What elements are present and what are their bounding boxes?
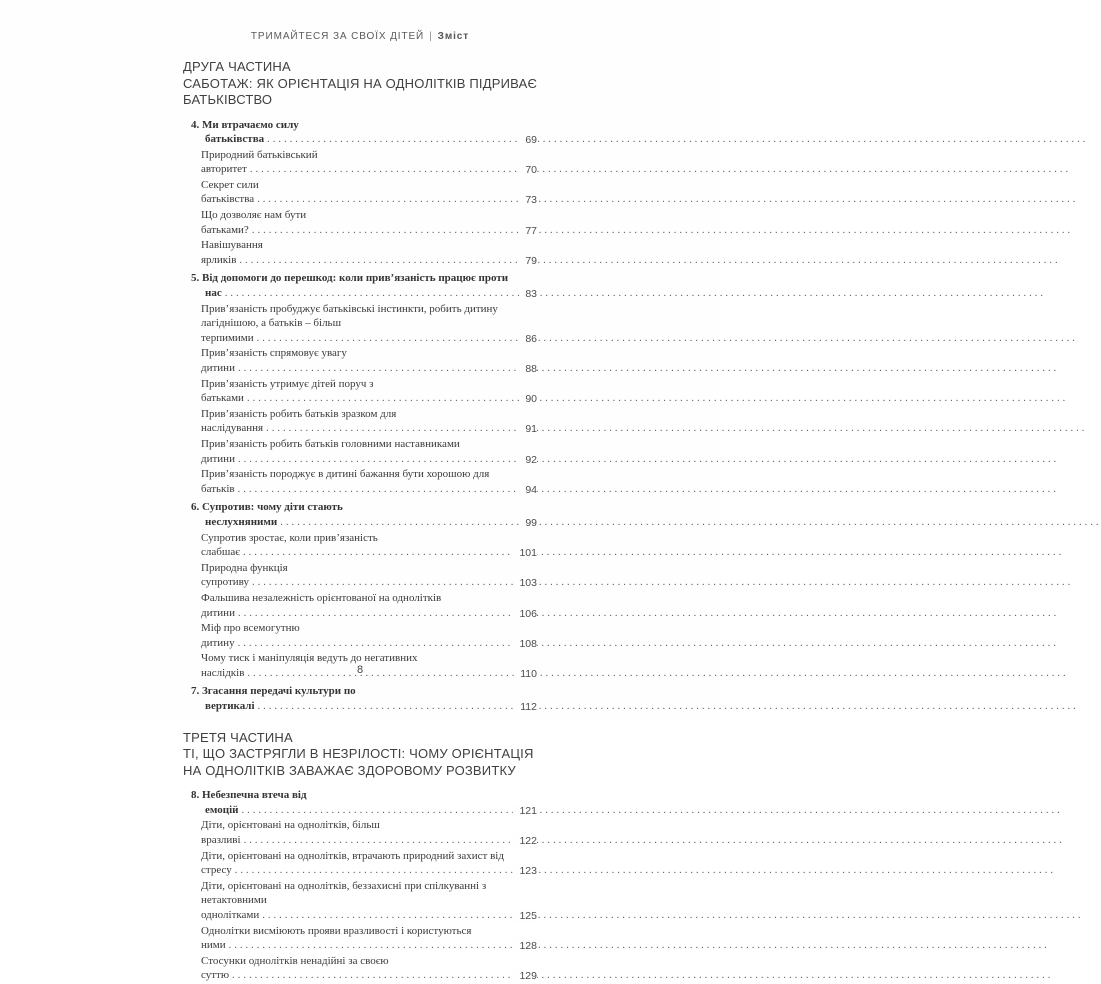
entry-title: Природна функція супротиву: [201, 561, 288, 589]
part-heading: [183, 730, 551, 780]
part-title: ТІ, ЩО ЗАСТРЯГЛИ В НЕЗРІЛОСТІ: ЧОМУ ОРІЄНТАЦІЯ НА ОДНОЛІТКІВ ЗАВАЖАЄ ЗДОРОВОМУ РОЗВИТКУ: [183, 746, 534, 778]
dot-leader: [236, 254, 1060, 266]
dot-leader: [254, 332, 1078, 344]
entry-page-number: 106: [513, 607, 537, 622]
entry-title: Діти, орієнтовані на однолітків, беззахисні при спілкуванні з нетактовними однолітками: [201, 879, 487, 921]
entry-text: [201, 622, 1059, 649]
dot-leader: [264, 133, 1088, 145]
toc-chapter-entry: [191, 118, 537, 148]
entry-text: [191, 685, 1079, 712]
entry-text: [201, 955, 1053, 982]
chapter-number: 7.: [191, 685, 202, 698]
header-section-label: Зміст: [437, 31, 470, 42]
entry-page-number: 122: [513, 834, 537, 849]
entry-text: [201, 378, 1068, 405]
dot-leader: [238, 804, 1062, 816]
entry-title: Діти, орієнтовані на однолітків, втрачають природний захист від стресу: [201, 849, 504, 877]
entry-text: [201, 592, 1059, 619]
toc-section-entry: [201, 437, 537, 467]
toc-chapter-entry: [191, 271, 537, 301]
entry-page-number: 99: [519, 516, 537, 531]
entry-page-number: 125: [513, 909, 537, 924]
chapter-number: 8.: [191, 789, 202, 802]
book-title: ТРИМАЙТЕСЯ ЗА СВОЇХ ДІТЕЙ: [250, 31, 425, 42]
toc-section-entry: [201, 561, 537, 591]
entry-text: [201, 880, 1084, 921]
toc-section-entry: [201, 591, 537, 621]
entry-title: Що дозволяє нам бути батьками?: [201, 209, 307, 236]
entry-page-number: 112: [514, 700, 537, 715]
entry-title: Міф про всемогутню дитину: [201, 622, 300, 649]
entry-title: Прив’язаність робить батьків головними наставниками дитини: [201, 437, 460, 465]
entry-text: [201, 179, 1078, 206]
entry-text: [191, 789, 1063, 816]
entry-title: Прив’язаність пробуджує батьківські інстинкти, робить дитину лагіднішою, а батьків – більш терпимими: [201, 302, 498, 344]
dot-leader: [235, 362, 1059, 374]
entry-text: [201, 850, 1056, 877]
toc-part: [183, 730, 537, 984]
dot-leader: [255, 700, 1079, 712]
toc-section-entry: [201, 346, 537, 376]
entry-title: Від допомоги до перешкод: коли прив’язаність працює проти нас: [202, 272, 509, 300]
toc-section-entry: [201, 178, 537, 208]
dot-leader: [240, 546, 1064, 558]
entry-page-number: 123: [513, 864, 537, 879]
dot-leader: [226, 939, 1050, 951]
page-footer: [0, 664, 720, 676]
dot-leader: [263, 422, 1087, 434]
dot-leader: [235, 483, 1059, 495]
entry-page-number: 110: [514, 667, 537, 682]
entry-title: Чому тиск і маніпуляція ведуть до негативних наслідків: [201, 652, 418, 679]
chapter-number: 6.: [191, 501, 202, 514]
entry-page-number: 73: [519, 193, 537, 208]
part-label: ТРЕТЯ ЧАСТИНА: [183, 729, 293, 745]
entry-text: [201, 347, 1059, 374]
entry-title: Прив’язаність робить батьків зразком для наслідування: [201, 407, 397, 435]
entry-title: Прив’язаність спрямовує увагу дитини: [201, 347, 347, 374]
entry-text: [201, 532, 1064, 559]
entry-page-number: 69: [519, 133, 537, 148]
entry-page-number: 79: [519, 254, 537, 269]
entry-title: Згасання передачі культури по вертикалі: [202, 685, 356, 713]
dot-leader: [232, 864, 1056, 876]
dot-leader: [241, 834, 1065, 846]
toc-section-entry: [201, 849, 537, 879]
entry-page-number: 83: [519, 287, 537, 302]
toc-section-entry: [201, 531, 537, 561]
toc-chapter-entry: [191, 788, 537, 818]
entry-page-number: 88: [519, 362, 537, 377]
dot-leader: [277, 516, 1101, 528]
entry-page-number: 86: [519, 332, 537, 347]
entry-page-number: 121: [513, 804, 537, 819]
toc-part: [183, 59, 537, 715]
entry-text: [201, 438, 1059, 465]
entry-page-number: 108: [513, 637, 537, 652]
toc-content: [183, 59, 537, 984]
toc-section-entry: [201, 407, 537, 437]
entry-text: [201, 562, 1073, 589]
toc-section-entry: [201, 208, 537, 238]
entry-title: Стосунки однолітків ненадійні за своєю суттю: [201, 954, 389, 982]
toc-section-entry: [201, 924, 537, 954]
entry-text: [201, 819, 1065, 846]
part-label: ДРУГА ЧАСТИНА: [183, 59, 291, 74]
entry-title: Супротив зростає, коли прив’язаність слабшає: [201, 531, 378, 559]
entry-title: Фальшива незалежність орієнтованої на однолітків дитини: [201, 591, 442, 619]
entry-text: [201, 209, 1073, 236]
toc-section-entry: [201, 302, 537, 347]
part-heading: [183, 59, 551, 109]
dot-leader: [249, 224, 1073, 236]
entry-page-number: 91: [519, 422, 537, 437]
entry-title: Прив’язаність утримує дітей поруч з батьками: [201, 377, 374, 405]
entry-page-number: 77: [519, 224, 537, 239]
chapter-number: 5.: [191, 272, 202, 285]
entry-title: Небезпечна втеча від емоцій: [202, 789, 307, 816]
dot-leader: [229, 969, 1053, 981]
chapter-number: 4.: [191, 118, 202, 131]
entry-title: Ми втрачаємо силу батьківства: [202, 118, 299, 146]
entry-page-number: 94: [519, 483, 537, 498]
toc-section-entry: [201, 148, 537, 178]
toc-section-entry: [201, 238, 537, 268]
toc-section-entry: [201, 621, 537, 651]
entry-text: [201, 149, 1071, 176]
entry-page-number: 103: [513, 576, 537, 591]
entry-title: Прив’язаність породжує в дитині бажання бути хорошою для батьків: [201, 468, 490, 495]
entry-page-number: 92: [519, 453, 537, 468]
entry-title: Секрет сили батьківства: [201, 178, 259, 206]
entry-title: Навішування ярликів: [201, 239, 263, 266]
entry-title: Однолітки висміюють прояви вразливості і користуються ними: [201, 924, 472, 952]
dot-leader: [254, 193, 1078, 205]
entry-title: Природний батьківський авторитет: [201, 148, 318, 176]
entry-text: [191, 119, 1088, 146]
toc-section-entry: [201, 467, 537, 497]
dot-leader: [244, 392, 1068, 404]
entry-text: [201, 303, 1078, 344]
toc-section-entry: [201, 818, 537, 848]
dot-leader: [247, 163, 1071, 175]
entry-text: [191, 272, 1046, 299]
running-header: [0, 0, 720, 42]
dot-leader: [235, 637, 1059, 649]
part-title: САБОТАЖ: ЯК ОРІЄНТАЦІЯ НА ОДНОЛІТКІВ ПІДРИВАЄ БАТЬКІВСТВО: [183, 75, 538, 107]
entry-page-number: 129: [513, 969, 537, 984]
entry-text: [201, 925, 1050, 952]
entry-title: Супротив: чому діти стають неслухняними: [202, 501, 343, 528]
entry-title: Діти, орієнтовані на однолітків, більш вразливі: [201, 819, 380, 846]
toc-section-entry: [201, 879, 537, 924]
entry-text: [201, 468, 1059, 495]
entry-text: [201, 239, 1061, 266]
folio-page-number: 8: [356, 664, 364, 676]
toc-chapter-entry: [191, 500, 537, 530]
toc-section-entry: [201, 954, 537, 984]
entry-page-number: 101: [513, 546, 537, 561]
dot-leader: [235, 453, 1059, 465]
toc-chapter-entry: [191, 684, 537, 714]
entry-text: [191, 501, 1101, 528]
toc-section-entry: [201, 377, 537, 407]
entry-text: [201, 408, 1087, 435]
entry-page-number: 70: [519, 163, 537, 178]
header-separator: |: [429, 31, 433, 42]
dot-leader: [259, 909, 1083, 921]
entry-page-number: 90: [519, 392, 537, 407]
dot-leader: [235, 607, 1059, 619]
entry-page-number: 128: [513, 939, 537, 954]
dot-leader: [249, 576, 1073, 588]
dot-leader: [222, 287, 1046, 299]
